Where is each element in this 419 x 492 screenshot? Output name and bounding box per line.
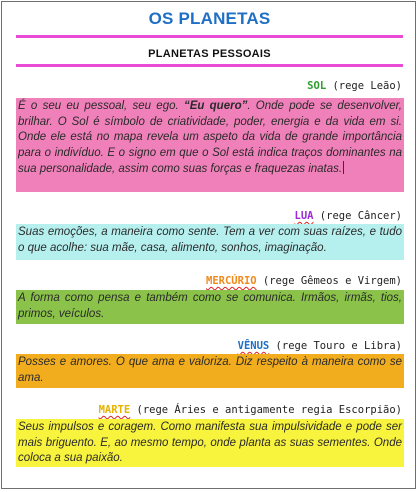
sol-text-after: . Onde pode se desenvolver, brilhar. O Sol é símbolo de criatividade, poder, energia e da vida em si. Onde ele está no mapa revela um aspeto da vida de grande importância para o indivíduo. E o signo em que o Sol está indica traços dominantes na sua personalidade, assim como suas forças e fraquezas inatas.: [18, 100, 403, 175]
text-cursor: [343, 161, 344, 174]
planet-note-sol: (rege Leão): [326, 80, 402, 92]
text-block-venus[interactable]: Posses e amores. O que ama e valoriza. Diz respeito à maneira como se ama.: [16, 354, 404, 388]
text-block-lua[interactable]: Suas emoções, a maneira como sente. Tem a ver com suas raízes, e tudo o que acolhe: sua mãe, casa, alimento, sonhos, imaginação.: [16, 224, 404, 260]
planet-note-marte: (rege Áries e antigamente regia Escorpião): [130, 404, 402, 416]
planet-name-mercurio: MERCÚRIO: [206, 275, 257, 287]
sol-text-before: É o seu eu pessoal, seu ego.: [18, 100, 184, 112]
planet-name-venus: VÊNUS: [237, 340, 270, 352]
heading-mercurio: [206, 275, 402, 287]
heading-marte: [99, 404, 402, 416]
sol-emphasis: “Eu quero”: [183, 100, 248, 112]
heading-venus: [238, 340, 402, 352]
text-block-marte[interactable]: Seus impulsos e coragem. Como manifesta sua impulsividade e pode ser mais briguento. E, ao mesmo tempo, onde planta as suas sementes. Onde coloca a sua paixão.: [16, 419, 404, 467]
planet-name-lua: LUA: [294, 210, 314, 222]
text-block-mercurio[interactable]: A forma como pensa e também como se comunica. Irmãos, irmãs, tios, primos, veículos.: [16, 290, 404, 324]
planet-note-venus: (rege Touro e Libra): [269, 340, 402, 352]
planet-name-sol: SOL: [307, 80, 327, 92]
heading-lua: [295, 210, 402, 222]
planet-note-mercurio: (rege Gêmeos e Virgem): [256, 275, 402, 287]
subtitle-rule-bottom: [16, 64, 403, 67]
text-block-sol[interactable]: [16, 98, 404, 192]
page-title: OS PLANETAS: [148, 9, 271, 28]
section-subtitle: PLANETAS PESSOAIS: [148, 48, 271, 60]
planet-name-marte: MARTE: [98, 404, 131, 416]
title-rule-top: [16, 35, 403, 38]
planet-note-lua: (rege Câncer): [313, 210, 402, 222]
heading-sol: [307, 80, 402, 92]
